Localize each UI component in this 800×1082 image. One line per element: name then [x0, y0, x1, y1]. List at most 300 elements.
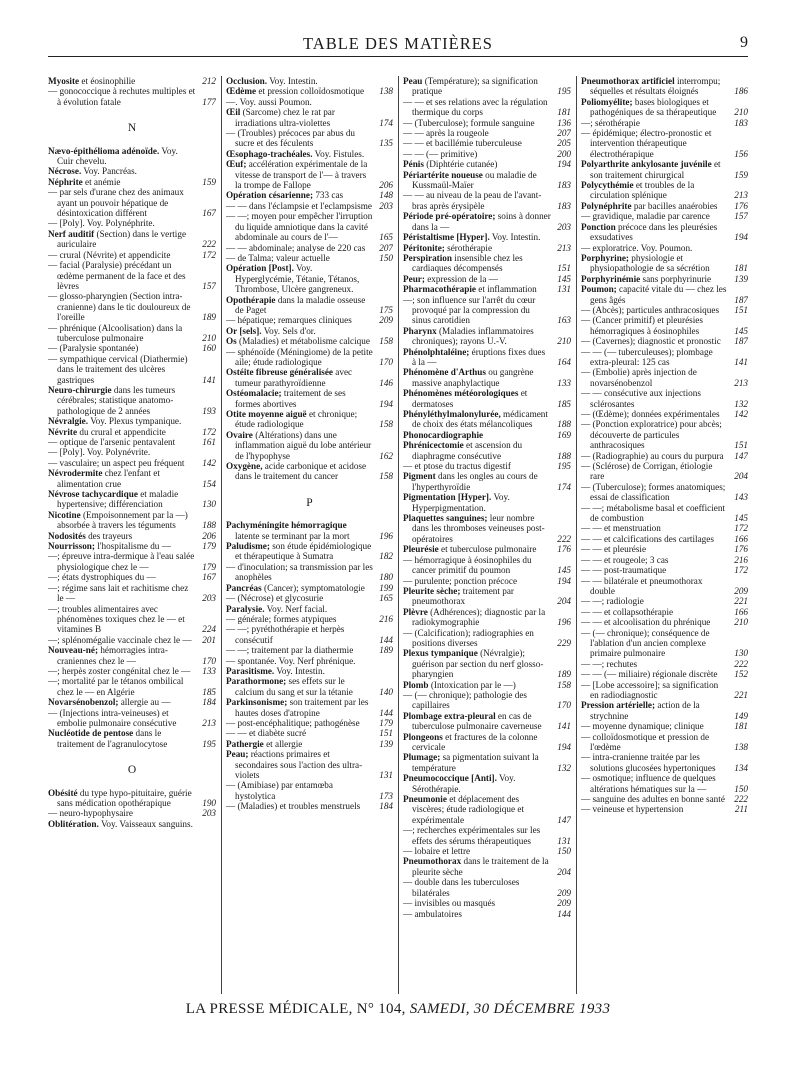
entry-text: — — et ses relations avec la régulation thermique du corps [403, 96, 548, 118]
index-entry [581, 732, 748, 753]
entry-page-ref: 179 [202, 541, 216, 552]
entry-heading: Phrénicectomie [403, 440, 464, 451]
entry-text: (Empoisonnement par la —) absorbée à travers les téguments [57, 509, 188, 531]
index-entry [226, 211, 393, 242]
index-entry [226, 388, 393, 409]
index-entry [403, 461, 571, 471]
entry-heading: Pharmacothérapie [403, 284, 476, 295]
entry-heading: Plumage; [403, 752, 441, 763]
entry-text: — (Calcification); radiographies en positions diverses [403, 627, 534, 648]
index-entry [226, 201, 393, 211]
index-entry [226, 728, 393, 738]
footer-date: SAMEDI, 30 DÉCEMBRE 1933 [409, 1001, 611, 1017]
entry-text: et allergie [266, 738, 303, 749]
entry-text: son étude épidémiologique et thérapeutique à Sumatra [235, 541, 372, 562]
entry-heading: Périartérite noueuse [403, 169, 483, 180]
entry-heading: Poliomyélite; [581, 96, 633, 107]
index-entry [403, 367, 571, 388]
entry-page-ref: 151 [734, 304, 748, 315]
entry-heading: Opothérapie [226, 294, 276, 305]
entry-heading: Occlusion. [226, 76, 268, 86]
entry-page-ref: 196 [557, 617, 571, 628]
index-entry [403, 586, 571, 607]
entry-text: — — et bacillémie tuberculeuse [403, 138, 522, 149]
entry-text: dans la maladie osseuse de Paget [235, 294, 366, 315]
index-entry [581, 243, 748, 253]
entry-heading: Polynéphrite [581, 200, 632, 211]
entry-heading: Période pré-opératoire; [403, 211, 496, 222]
index-entry [403, 846, 571, 856]
entry-page-ref: 179 [379, 717, 393, 728]
entry-page-ref: 210 [734, 617, 748, 628]
index-entry [226, 263, 393, 294]
index-entry [581, 76, 748, 97]
index-entry [581, 544, 748, 554]
entry-text: — générale; formes atypiques [226, 613, 337, 624]
index-column-1 [48, 76, 216, 994]
entry-page-ref: 158 [379, 336, 393, 347]
index-entry [226, 326, 393, 336]
entry-page-ref: 143 [734, 492, 748, 503]
entry-page-ref: 167 [202, 208, 216, 219]
entry-heading: Œsophago-trachéales. [226, 148, 313, 159]
entry-text: — osmotique; influence de quelques altérations hématiques sur la — [581, 773, 716, 794]
entry-page-ref: 213 [202, 717, 216, 728]
entry-page-ref: 209 [557, 887, 571, 898]
index-entry [226, 128, 393, 149]
entry-text: et maladie hypertensive; différenciation [57, 489, 179, 510]
entry-page-ref: 210 [557, 336, 571, 347]
entry-text: et inflammation [478, 284, 537, 295]
entry-page-ref: 182 [379, 551, 393, 562]
index-entry [48, 291, 216, 322]
entry-page-ref: 194 [557, 742, 571, 752]
entry-page-ref: 148 [379, 190, 393, 201]
index-entry [403, 825, 571, 846]
entry-heading: Polycythémie [581, 180, 634, 191]
entry-page-ref: 194 [379, 398, 393, 409]
entry-page-ref: 144 [557, 908, 571, 919]
entry-page-ref: 156 [734, 148, 748, 159]
index-entry [403, 690, 571, 711]
section-letter: P [306, 496, 313, 509]
entry-text: —; sérothérapie [581, 117, 640, 128]
entry-page-ref: 207 [557, 128, 571, 139]
entry-text: — —; radiologie [581, 596, 644, 607]
index-entry [403, 253, 571, 274]
entry-page-ref: 209 [379, 315, 393, 326]
entry-text: leur nombre dans les thromboses veineuses post-opératoires [412, 513, 545, 544]
entry-text: sa pigmentation suivant la température [412, 752, 539, 773]
entry-text: — (— chronique); pathologie des capillaires [403, 689, 527, 711]
index-entry [226, 86, 393, 96]
entry-page-ref: 207 [379, 242, 393, 253]
index-entry [581, 565, 748, 575]
entry-text: — — et alcoolisation du phrénique [581, 617, 711, 628]
entry-text: médicament de choix des états mélancoliques [412, 409, 548, 430]
entry-text: — (Cavernes); diagnostic et pronostic [581, 336, 721, 347]
entry-page-ref: 144 [379, 634, 393, 645]
entry-page-ref: 188 [557, 419, 571, 430]
entry-page-ref: 150 [557, 846, 571, 857]
entry-text: — —; pyréthothérapie et herpès consécutif [226, 624, 345, 645]
entry-page-ref: 174 [379, 117, 393, 128]
entry-text: hémorragies intra-craniennes chez le — [57, 645, 168, 666]
entry-heading: Œuf; [226, 159, 247, 170]
index-entry [48, 250, 216, 260]
entry-page-ref: 166 [734, 606, 748, 617]
entry-heading: Plomb [403, 679, 429, 690]
index-entry [48, 187, 216, 218]
index-entry [48, 76, 216, 86]
entry-text: —; états dystrophiques du — [48, 572, 156, 583]
entry-page-ref: 158 [379, 419, 393, 430]
entry-page-ref: 203 [379, 200, 393, 211]
entry-heading: Pleurésie [403, 544, 439, 555]
index-entry [581, 555, 748, 565]
entry-text: soins à donner dans la — [412, 211, 551, 232]
entry-heading: Pleurite sèche; [403, 585, 461, 596]
entry-text: — optique de l'arsenic pentavalent [48, 437, 176, 447]
entry-page-ref: 194 [734, 232, 748, 243]
index-entry [403, 471, 571, 492]
entry-text: ou maladie de Kussmaül-Maïer [412, 169, 537, 191]
entry-page-ref: 139 [734, 273, 748, 284]
entry-page-ref: 185 [202, 686, 216, 697]
index-entry [403, 430, 571, 440]
entry-heading: Oblitération. [48, 818, 99, 829]
entry-page-ref: 203 [557, 221, 571, 232]
entry-page-ref: 172 [202, 426, 216, 437]
entry-page-ref: 145 [734, 325, 748, 336]
index-entry [581, 752, 748, 773]
entry-page-ref: 209 [734, 585, 748, 596]
entry-heading: Paralysie. [226, 603, 265, 614]
entry-heading: Peau [403, 76, 423, 86]
entry-page-ref: 142 [202, 457, 216, 468]
entry-text: — — et diabète sucré [226, 728, 307, 739]
index-entry [581, 284, 748, 305]
entry-heading: Plaquettes sanguines; [403, 513, 488, 524]
entry-page-ref: 195 [557, 461, 571, 472]
entry-heading: Péristaltisme [Hyper]. [403, 232, 490, 243]
entry-text: éruptions fixes dues à la — [412, 346, 546, 367]
index-entry [403, 76, 571, 97]
entry-page-ref: 175 [379, 304, 393, 315]
entry-page-ref: 199 [379, 582, 393, 593]
entry-text: Voy. Hyperglycémie, Tétanie, Tétanos, Thrombose, Ulcère gangreneux. [235, 263, 360, 295]
entry-text: capacité vitale du — chez les gens âgés [590, 284, 727, 305]
entry-heading: Neuro-chirurgie [48, 384, 112, 395]
entry-heading: Pathergie [226, 738, 264, 749]
index-entry [48, 229, 216, 250]
index-entry [48, 260, 216, 291]
entry-text: — — dans l'éclampsie et l'eclampsisme [226, 200, 372, 211]
entry-page-ref: 170 [379, 356, 393, 367]
entry-page-ref: 130 [202, 499, 216, 510]
index-entry [403, 170, 571, 191]
entry-page-ref: 162 [379, 450, 393, 461]
index-entry [48, 788, 216, 809]
entry-text: réactions primaires et secondaires sous l'action des ultra-violets [235, 749, 363, 780]
index-entry [226, 295, 393, 316]
entry-page-ref: 179 [202, 561, 216, 572]
index-entry [581, 305, 748, 315]
entry-text: et éosinophilie [81, 76, 136, 86]
entry-text: et fractures de la colonne cervicale [412, 731, 538, 752]
entry-heading: Névrite [48, 426, 78, 437]
index-entry [403, 513, 571, 544]
entry-text: — veineuse et hypertension [581, 804, 684, 815]
entry-page-ref: 221 [734, 689, 748, 700]
entry-heading: Pneumothorax artificiel [581, 76, 675, 86]
index-entry [581, 680, 748, 701]
entry-page-ref: 150 [734, 783, 748, 794]
entry-text: avec tumeur parathyroïdienne [235, 367, 353, 388]
index-entry [581, 419, 748, 450]
entry-page-ref: 176 [734, 200, 748, 211]
index-entry [403, 544, 571, 554]
entry-text: — (Troubles) précoces par abus du sucre et des féculents [226, 128, 356, 149]
entry-text: — sanguine des adultes en bonne santé [581, 794, 725, 805]
index-entry [403, 118, 571, 128]
index-entry [226, 697, 393, 718]
index-entry [403, 773, 571, 794]
entry-text: — sphénoïde (Méningiome) de la petite aile; étude radiologique [226, 346, 373, 367]
entry-page-ref: 183 [557, 180, 571, 191]
entry-text: interrompu; séquelles et résultats éloignés [590, 76, 721, 97]
index-entry [581, 388, 748, 409]
index-entry [403, 607, 571, 628]
index-entry [403, 388, 571, 409]
entry-text: Voy. Pancréas. [83, 166, 137, 177]
entry-page-ref: 222 [734, 658, 748, 669]
index-entry [581, 576, 748, 597]
entry-text: Voy. Cuir chevelu. [57, 145, 178, 167]
entry-page-ref: 205 [557, 138, 571, 149]
entry-page-ref: 145 [734, 513, 748, 524]
entry-page-ref: 146 [379, 377, 393, 388]
index-entry [226, 520, 393, 541]
index-entry [226, 107, 393, 128]
entry-text: — neuro-hypophysaire [48, 808, 133, 819]
index-entry [48, 708, 216, 729]
index-entry [48, 728, 216, 749]
index-entry [48, 416, 216, 426]
index-entry [581, 617, 748, 627]
entry-text: — —; rechutes [581, 658, 638, 669]
entry-page-ref: 147 [557, 814, 571, 825]
entry-page-ref: 176 [557, 544, 571, 555]
entry-page-ref: 154 [202, 478, 216, 489]
entry-text: chez l'enfant et alimentation crue [57, 468, 160, 489]
entry-text: —; splénomégalie vaccinale chez le — [48, 634, 192, 645]
entry-heading: Nouveau-né; [48, 645, 99, 656]
entry-heading: Pachyméningite hémorragique [226, 520, 347, 531]
entry-page-ref: 170 [557, 700, 571, 711]
entry-heading: Myosite [48, 76, 80, 86]
entry-page-ref: 196 [379, 530, 393, 541]
entry-page-ref: 183 [557, 200, 571, 211]
entry-heading: Peau; [226, 749, 249, 760]
entry-heading: Ponction [581, 221, 616, 232]
entry-text: — — et pleurésie [581, 544, 647, 555]
entry-heading: Pression artérielle; [581, 700, 656, 711]
entry-page-ref: 133 [202, 665, 216, 676]
column-divider [398, 76, 399, 994]
entry-heading: Pigment [403, 471, 436, 482]
entry-page-ref: 185 [557, 398, 571, 409]
entry-text: son traitement par les hautes doses d'atropine [235, 697, 369, 718]
entry-page-ref: 152 [734, 669, 748, 680]
entry-page-ref: 172 [734, 523, 748, 534]
entry-heading: Néphrite [48, 176, 83, 187]
entry-text: Voy. Sérothérapie. [412, 773, 516, 794]
entry-text: — (Maladies) et troubles menstruels [226, 801, 361, 812]
index-entry [48, 323, 216, 344]
index-column-3 [403, 76, 571, 994]
entry-text: — — bilatérale et pneumothorax double [581, 575, 703, 596]
index-entry [48, 343, 216, 353]
entry-heading: Porphyrine; [581, 252, 629, 263]
entry-heading: Perspiration [403, 252, 452, 263]
entry-page-ref: 194 [557, 575, 571, 586]
entry-page-ref: 222 [202, 239, 216, 250]
entry-page-ref: 132 [734, 398, 748, 409]
entry-text: — (— chronique); conséquence de l'ablation d'un ancien complexe primaire pulmonaire [581, 627, 710, 659]
entry-page-ref: 184 [202, 697, 216, 708]
index-entry [581, 347, 748, 368]
index-entry [581, 700, 748, 721]
index-entry [48, 385, 216, 416]
index-entry [403, 440, 571, 461]
entry-text: — —; métabolisme basal et coefficient de combustion [581, 502, 725, 524]
index-entry [226, 243, 393, 253]
entry-page-ref: 170 [202, 655, 216, 666]
index-entry [581, 451, 748, 461]
entry-text: insensible chez les cardiaques décompensés [412, 252, 523, 274]
entry-heading: Peur; [403, 273, 425, 284]
entry-page-ref: 203 [202, 808, 216, 819]
entry-page-ref: 174 [557, 481, 571, 492]
entry-text: —; mortalité par le tétanos ombilical chez le — en Algérie [48, 676, 184, 697]
index-entry [581, 596, 748, 606]
entry-text: Voy. Plexus tympanique. [90, 416, 182, 427]
entry-page-ref: 209 [557, 898, 571, 909]
entry-page-ref: 149 [734, 710, 748, 721]
entry-text: allergie au — [120, 697, 171, 708]
entry-text: — ambulatoires [403, 908, 462, 919]
entry-text: — (Sclérose) de Corrigan, étiologie rare [581, 461, 713, 482]
entry-page-ref: 145 [557, 565, 571, 576]
entry-heading: Nodosités [48, 530, 86, 541]
index-entry [226, 656, 393, 666]
index-entry [48, 604, 216, 635]
entry-heading: Pneumonie [403, 794, 447, 805]
page-title: TABLE DES MATIÈRES [303, 34, 493, 53]
index-entry [581, 274, 748, 284]
index-entry [581, 503, 748, 524]
entry-text: —; son influence sur l'arrêt du cœur provoqué par la compression du sinus carotidien [403, 294, 536, 326]
index-entry [226, 583, 393, 593]
entry-heading: Opération [Post]. [226, 263, 294, 274]
entry-text: Voy. Vaisseaux sanguins. [100, 818, 193, 829]
entry-heading: Nerf auditif [48, 228, 95, 239]
entry-page-ref: 213 [557, 242, 571, 253]
entry-page-ref: 151 [557, 263, 571, 274]
index-entry [226, 97, 393, 107]
index-entry [226, 624, 393, 645]
entry-heading: Opération césarienne; [226, 190, 314, 201]
entry-heading: Pharynx [403, 325, 437, 336]
entry-text: Voy. Nerf facial. [266, 603, 328, 614]
entry-text: —; régime sans lait et rachitisme chez le — [48, 582, 189, 604]
entry-text: — invisibles ou masqués [403, 898, 496, 909]
entry-heading: Ostéomalacie; [226, 388, 282, 399]
entry-heading: Nicotine [48, 509, 81, 520]
entry-text: — et ptose du tractus digestif [403, 461, 511, 472]
entry-text: — (Abcès); particules anthracosiques [581, 304, 720, 315]
index-entry [403, 732, 571, 753]
entry-page-ref: 222 [557, 533, 571, 544]
index-entry [403, 149, 571, 159]
index-entry [403, 97, 571, 118]
entry-text: — d'inoculation; sa transmission par les anophèles [226, 561, 373, 583]
entry-text: — gonococcique à rechutes multiples et à évolution fatale [48, 86, 196, 107]
entry-text: — moyenne dynamique; clinique [581, 721, 704, 732]
entry-heading: Ostéite fibreuse généralisée [226, 367, 333, 378]
entry-text: — glosso-pharyngien (Section intra-cranienne) dans le tic douloureux de l'oreille [48, 291, 191, 323]
index-column-2 [226, 76, 393, 994]
entry-heading: Plexus tympanique [403, 648, 478, 659]
index-entry [403, 326, 571, 347]
entry-heading: Ovaire [226, 429, 253, 440]
entry-text: dans les tumeurs cérébrales; statistique anatomo-pathologique de 2 années [57, 384, 176, 416]
index-entry [226, 604, 393, 614]
index-entry [226, 336, 393, 346]
entry-page-ref: 195 [202, 738, 216, 749]
entry-text: dans les ongles au cours de l'hyperthyroïdie [412, 471, 538, 492]
entry-page-ref: 172 [202, 249, 216, 260]
index-entry [48, 541, 216, 551]
index-entry [581, 97, 748, 118]
entry-text: — hémorragique à éosinophiles du cancer primitif du poumon [403, 554, 532, 576]
entry-page-ref: 173 [379, 790, 393, 801]
entry-text: — — (— miliaire) régionale discrète [581, 669, 718, 680]
index-entry [226, 76, 393, 86]
entry-text: (Maladies inflammatoires chroniques); rayons U.-V. [412, 325, 534, 347]
entry-text: et tuberculose pulmonaire [441, 544, 537, 555]
index-entry [226, 430, 393, 461]
index-entry [581, 721, 748, 731]
entry-page-ref: 145 [557, 273, 571, 284]
entry-text: — vasculaire; un aspect peu fréquent [48, 457, 185, 468]
entry-text: traitement par pneumothorax [412, 585, 514, 607]
entry-page-ref: 165 [379, 593, 393, 604]
page-header [48, 34, 748, 57]
entry-text: — (Ponction exploratrice) pour abcès; découverte de particules anthracosiques [581, 419, 722, 451]
entry-page-ref: 166 [734, 533, 748, 544]
index-entry [581, 628, 748, 659]
entry-page-ref: 132 [557, 762, 571, 773]
entry-text: traitement de ses formes abortives [235, 388, 346, 409]
index-entry [581, 180, 748, 201]
entry-page-ref: 212 [202, 76, 216, 86]
entry-text: — (Injections intra-veineuses) et embolie pulmonaire consécutive [48, 707, 177, 728]
index-entry [48, 86, 216, 107]
entry-text: ses effets sur le calcium du sang et sur la tétanie [235, 676, 353, 697]
entry-page-ref: 206 [202, 530, 216, 541]
